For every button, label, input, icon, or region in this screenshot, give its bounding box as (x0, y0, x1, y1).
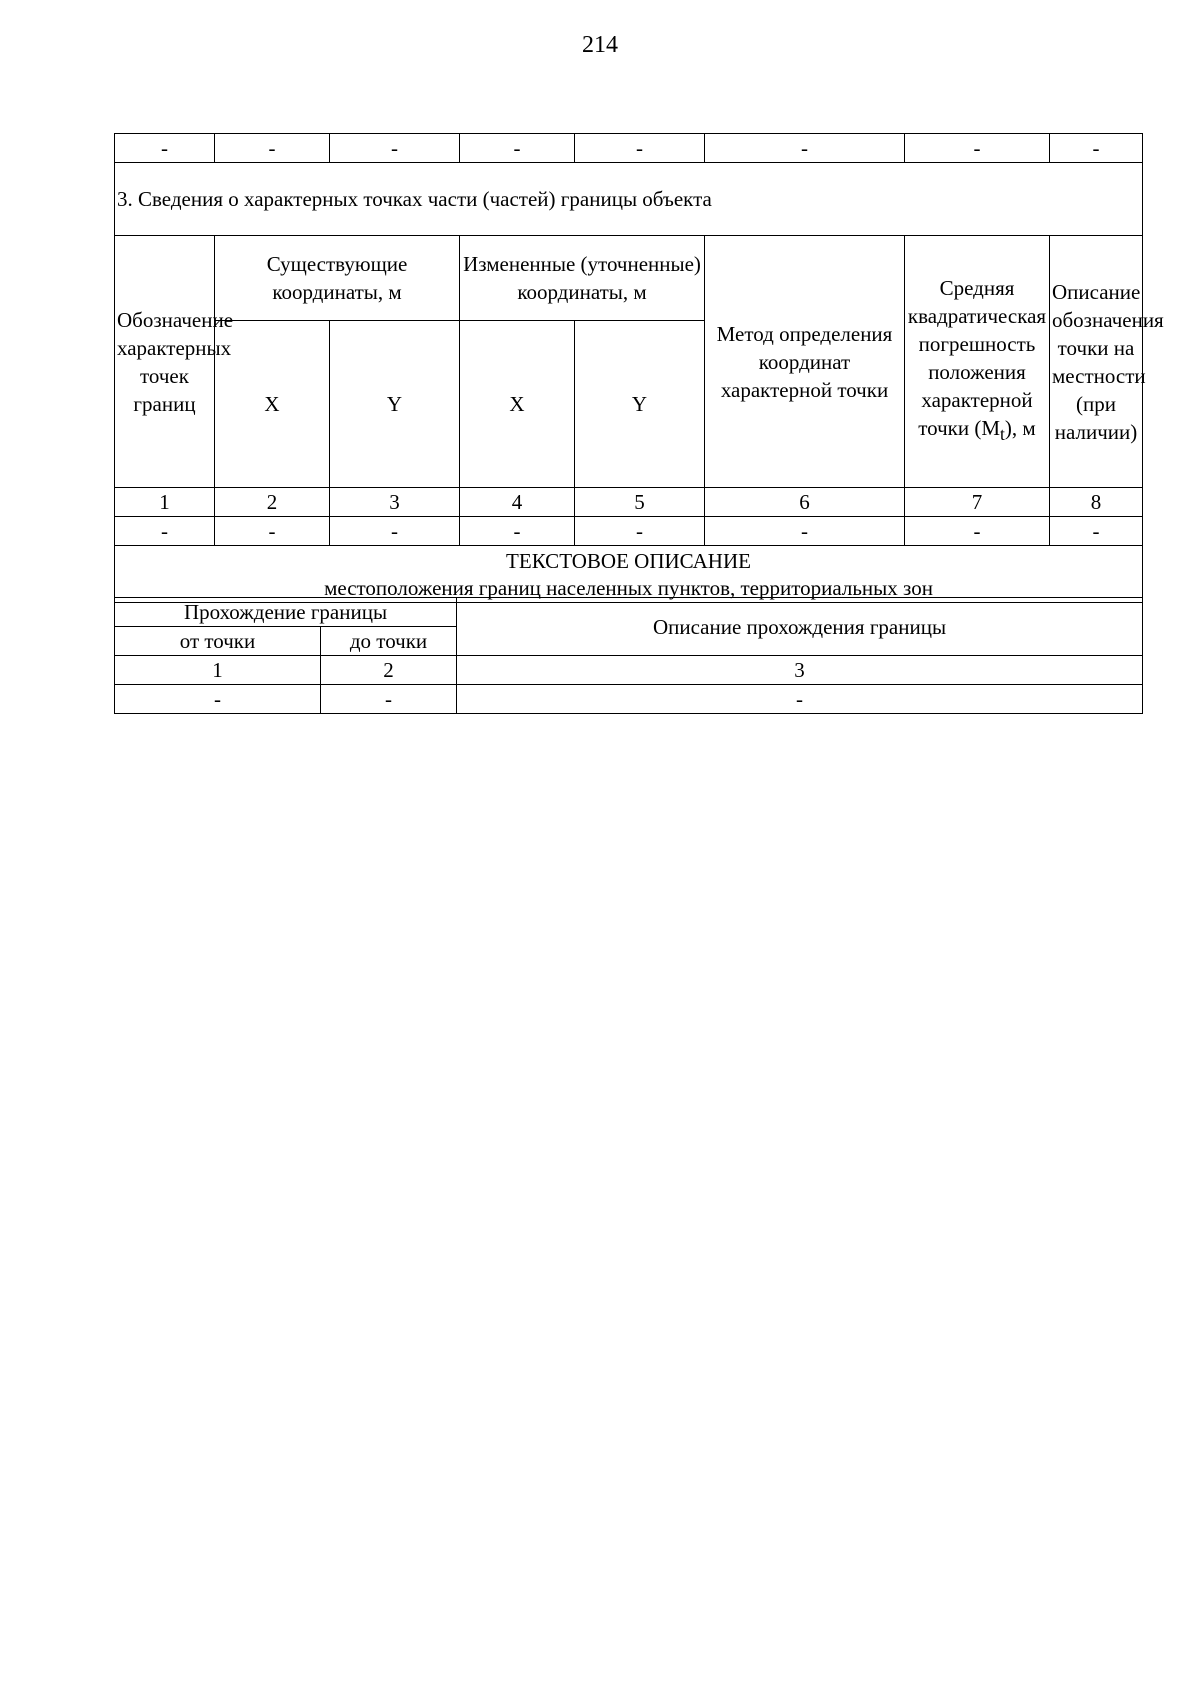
table-cell: - (575, 134, 705, 163)
header-to-point: до точки (321, 627, 457, 656)
table-cell: - (115, 685, 321, 714)
column-number: 3 (330, 488, 460, 517)
header-mean-error-unit: ), м (1004, 416, 1036, 441)
header-designation: Обозначение характерных точек границ (115, 236, 215, 488)
text-description-title: ТЕКСТОВОЕ ОПИСАНИЕ (506, 549, 751, 573)
header-existing-coords: Существующие координаты, м (215, 236, 460, 321)
header-point-description: Описание обозначения точки на местности (при наличии) (1050, 236, 1143, 488)
boundary-passage-table (114, 597, 1143, 714)
table-cell: - (905, 517, 1050, 546)
header-passage-description: Описание прохождения границы (457, 598, 1143, 656)
table-row (115, 488, 1143, 517)
table-header-row (115, 598, 1143, 627)
header-existing-x: X (215, 321, 330, 488)
column-number: 5 (575, 488, 705, 517)
column-number: 1 (115, 488, 215, 517)
page-number: 214 (582, 32, 618, 58)
table-cell: - (705, 517, 905, 546)
section-title: 3. Сведения о характерных точках части (частей) границы объекта (115, 163, 1143, 236)
header-mean-error (905, 236, 1050, 488)
table-cell: - (1050, 517, 1143, 546)
header-mean-error-subscript: t (1000, 424, 1005, 445)
text-description-heading (115, 546, 1143, 603)
characteristic-points-table (114, 133, 1164, 603)
table-row (115, 134, 1143, 163)
text-description-subtitle: местоположения границ населенных пунктов, территориальных зон (324, 576, 933, 600)
column-number: 7 (905, 488, 1050, 517)
column-number: 2 (215, 488, 330, 517)
header-boundary-passage: Прохождение границы (115, 598, 457, 627)
table-cell: - (460, 517, 575, 546)
header-changed-y: Y (575, 321, 705, 488)
table-row (115, 685, 1143, 714)
table-cell: - (905, 134, 1050, 163)
table-cell: - (330, 517, 460, 546)
table-cell: - (460, 134, 575, 163)
table-row (115, 546, 1143, 603)
header-changed-x: X (460, 321, 575, 488)
table-cell: - (457, 685, 1143, 714)
column-number: 2 (321, 656, 457, 685)
header-from-point: от точки (115, 627, 321, 656)
column-number: 6 (705, 488, 905, 517)
column-number: 4 (460, 488, 575, 517)
column-number: 1 (115, 656, 321, 685)
header-changed-coords: Измененные (уточненные) координаты, м (460, 236, 705, 321)
header-mean-error-text: Средняя квадратическая погрешность положения характерной точки (M (907, 276, 1047, 441)
table-cell: - (115, 517, 215, 546)
table-cell: - (705, 134, 905, 163)
table-cell: - (330, 134, 460, 163)
table-cell: - (115, 134, 215, 163)
table-cell: - (321, 685, 457, 714)
table-row (115, 517, 1143, 546)
header-method: Метод определения координат характерной точки (705, 236, 905, 488)
table-row (115, 163, 1143, 236)
header-existing-y: Y (330, 321, 460, 488)
column-number: 8 (1050, 488, 1143, 517)
table-header-row (115, 236, 1143, 321)
table-cell: - (215, 134, 330, 163)
column-number: 3 (457, 656, 1143, 685)
table-cell: - (575, 517, 705, 546)
table-cell: - (1050, 134, 1143, 163)
table-row (115, 656, 1143, 685)
table-cell: - (215, 517, 330, 546)
